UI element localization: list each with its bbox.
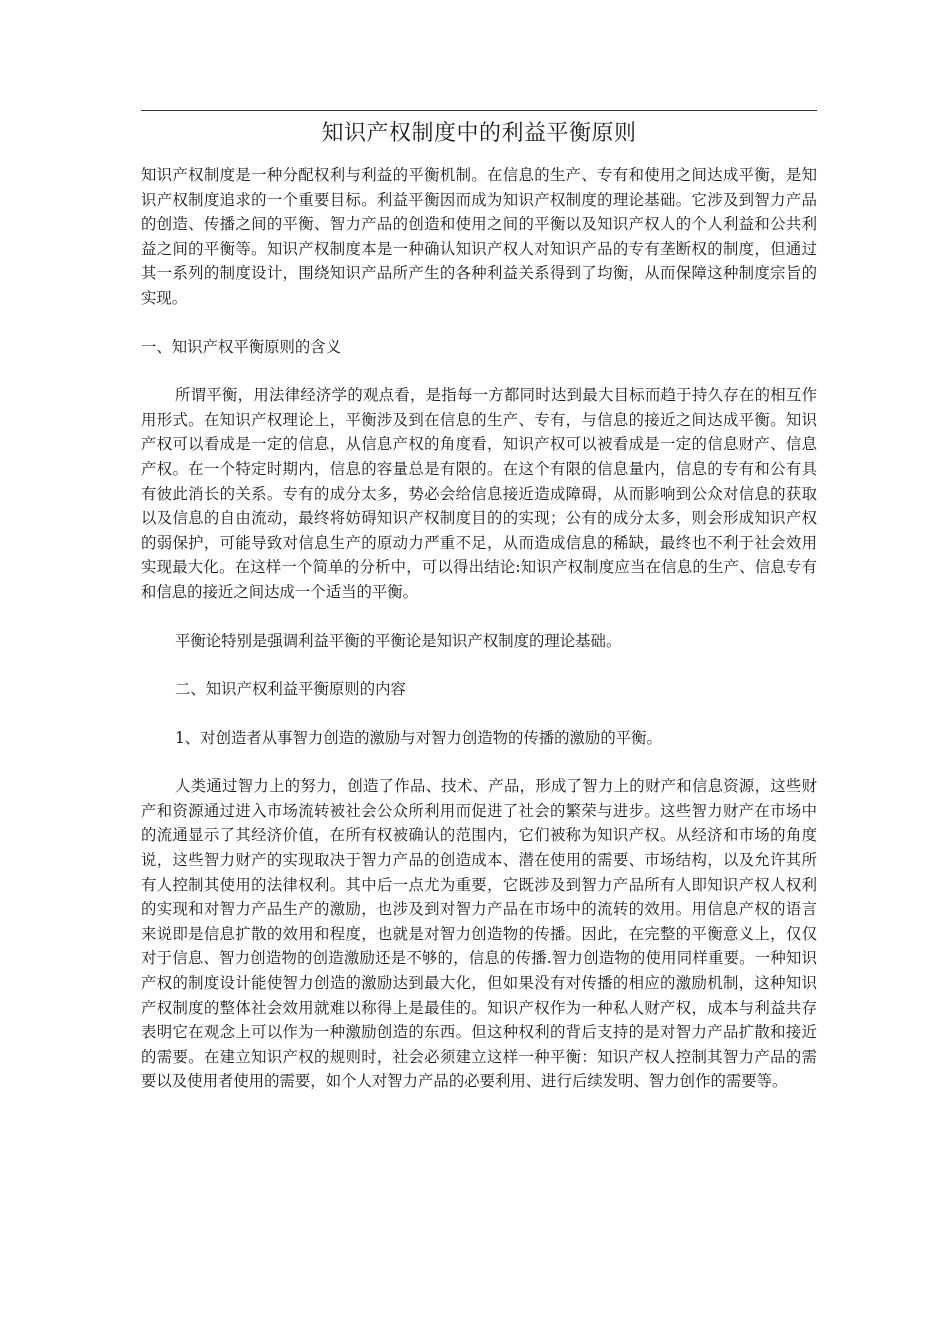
section1-heading: 一、知识产权平衡原则的含义 [141, 337, 342, 356]
document-title: 知识产权制度中的利益平衡原则 [321, 121, 637, 146]
subsection1-heading: 1、对创造者从事智力创造的激励与对智力创造物的传播的激励的平衡。 [175, 728, 662, 747]
document-page [141, 0, 817, 1094]
intro-paragraph: 知识产权制度是一种分配权利与利益的平衡机制。在信息的生产、专有和使用之间达成平衡，是知识产权制度追求的一个重要目标。利益平衡因而成为知识产权制度的理论基础。它涉及到智力产品的创造、传播之间的平衡、智力产品的创造和使用之间的平衡以及知识产权人的个人利益和公共利益之间的平衡等。知识产权制度本是一种确认知识产权人对知识产品的专有垄断权的制度，但通过其一系列的制度设计，围绕知识产品所产生的各种利益关系得到了均衡，从而保障这种制度宗旨的实现。 [141, 166, 817, 307]
section1-paragraph-1: 所谓平衡，用法律经济学的观点看，是指每一方都同时达到最大目标而趋于持久存在的相互作用形式。在知识产权理论上，平衡涉及到在信息的生产、专有，与信息的接近之间达成平衡。知识产权可以看成是一定的信息，从信息产权的角度看，知识产权可以被看成是一定的信息财产、信息产权。在一个特定时期内，信息的容量总是有限的。在这个有限的信息量内，信息的专有和公有具有彼此消长的关系。专有的成分太多，势必会给信息接近造成障碍，从而影响到公众对信息的获取以及信息的自由流动，最终将妨碍知识产权制度目的的实现；公有的成分太多，则会形成知识产权的弱保护，可能导致对信息生产的原动力严重不足，从而造成信息的稀缺，最终也不利于社会效用实现最大化。在这样一个简单的分析中，可以得出结论:知识产权制度应当在信息的生产、信息专有和信息的接近之间达成一个适当的平衡。 [141, 386, 817, 601]
subsection1-paragraph: 人类通过智力上的努力，创造了作品、技术、产品，形成了智力上的财产和信息资源，这些财产和资源通过进入市场流转被社会公众所利用而促进了社会的繁荣与进步。这些智力财产在市场中的流通显示了其经济价值，在所有权被确认的范围内，它们被称为知识产权。从经济和市场的角度说，这些智力财产的实现取决于智力产品的创造成本、潜在使用的需要、市场结构，以及允许其所有人控制其使用的法律权利。其中后一点尤为重要，它既涉及到智力产品所有人即知识产权人权利的实现和对智力产品生产的激励，也涉及到对智力产品在市场中的流转的效用。用信息产权的语言来说即是信息扩散的效用和程度，也就是对智力创造物的传播。因此，在完整的平衡意义上，仅仅对于信息、智力创造物的创造激励还是不够的，信息的传播.智力创造物的使用同样重要。一种知识产权的制度设计能使智力创造的激励达到最大化，但如果没有对传播的相应的激励机制，这种知识产权制度的整体社会效用就难以称得上是最佳的。知识产权作为一种私人财产权，成本与利益共存表明它在观念上可以作为一种激励创造的东西。但这种权利的背后支持的是对智力产品扩散和接近的需要。在建立知识产权的规则时，社会必须建立这样一种平衡：知识产权人控制其智力产品的需要以及使用者使用的需要，如个人对智力产品的必要利用、进行后续发明、智力创作的需要等。 [141, 777, 817, 1091]
section1-paragraph-2: 平衡论特别是强调利益平衡的平衡论是知识产权制度的理论基础。 [175, 631, 622, 650]
section2-heading: 二、知识产权利益平衡原则的内容 [175, 680, 406, 699]
top-rule-divider [141, 110, 817, 111]
